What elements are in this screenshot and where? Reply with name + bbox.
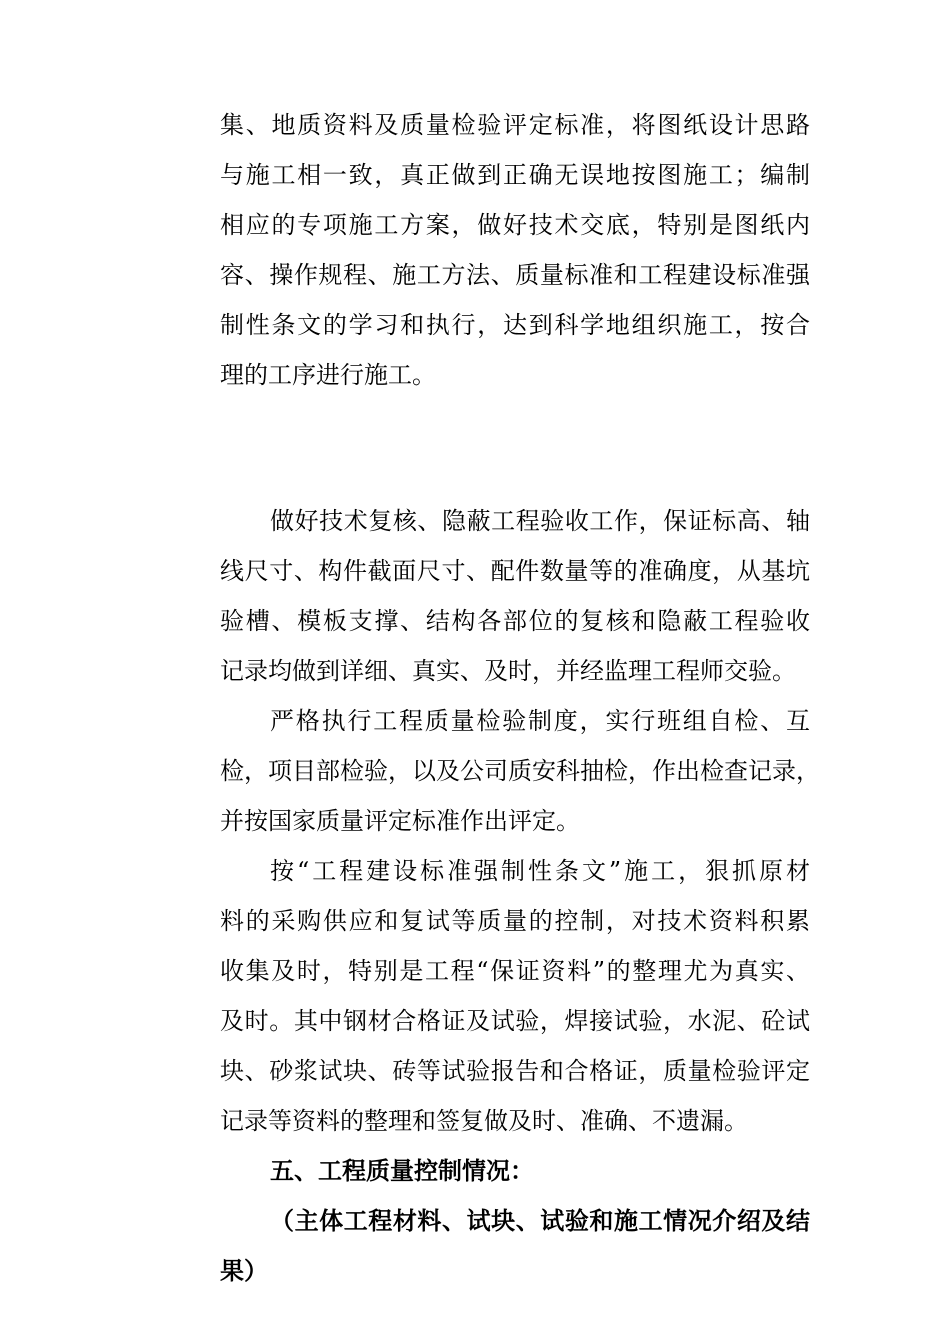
paragraph-line: 相应的专项施工方案，做好技术交底，特别是图纸内 (220, 211, 810, 239)
paragraph-line: 集、地质资料及质量检验评定标准，将图纸设计思路 (220, 111, 810, 139)
section-subheading (220, 1196, 810, 1296)
paragraph-line: 验槽、模板支撑、结构各部位的复核和隐蔽工程验收 (220, 607, 810, 635)
paragraph-line: 严格执行工程质量检验制度，实行班组自检、互 (270, 707, 810, 735)
paragraph-construction-plan (220, 100, 810, 400)
section-subheading-line: （主体工程材料、试块、试验和施工情况介绍及结 (270, 1206, 810, 1235)
paragraph-line: 记录均做到详细、真实、及时，并经监理工程师交验。 (220, 657, 796, 685)
paragraph-line: 与施工相一致，真正做到正确无误地按图施工；编制 (220, 161, 810, 189)
paragraph-line: 及时。其中钢材合格证及试验，焊接试验，水泥、砼试 (220, 1007, 810, 1035)
section-heading-text: 五、工程质量控制情况： (270, 1156, 534, 1185)
paragraph-line: 做好技术复核、隐蔽工程验收工作，保证标高、轴 (270, 507, 810, 535)
section-heading (220, 1146, 810, 1196)
paragraph-line: 线尺寸、构件截面尺寸、配件数量等的准确度，从基坑 (220, 557, 810, 585)
paragraph-mandatory-standards (220, 846, 810, 1146)
paragraph-line: 记录等资料的整理和签复做及时、准确、不遗漏。 (220, 1107, 748, 1135)
paragraph-line: 块、砂浆试块、砖等试验报告和合格证，质量检验评定 (220, 1057, 810, 1085)
paragraph-technical-review (220, 496, 810, 696)
section-subheading-line: 果） (220, 1256, 268, 1285)
paragraph-line: 收集及时，特别是工程“保证资料”的整理尤为真实、 (220, 957, 810, 985)
paragraph-line: 检，项目部检验，以及公司质安科抽检，作出检查记录， (220, 757, 820, 785)
paragraph-line: 理的工序进行施工。 (220, 361, 436, 389)
paragraph-line: 料的采购供应和复试等质量的控制，对技术资料积累 (220, 907, 810, 935)
paragraph-line: 并按国家质量评定标准作出评定。 (220, 807, 580, 835)
paragraph-line: 容、操作规程、施工方法、质量标准和工程建设标准强 (220, 261, 810, 289)
paragraph-quality-inspection (220, 696, 820, 846)
paragraph-line: 制性条文的学习和执行，达到科学地组织施工，按合 (220, 311, 810, 339)
paragraph-line: 按“工程建设标准强制性条文”施工，狠抓原材 (270, 857, 810, 885)
